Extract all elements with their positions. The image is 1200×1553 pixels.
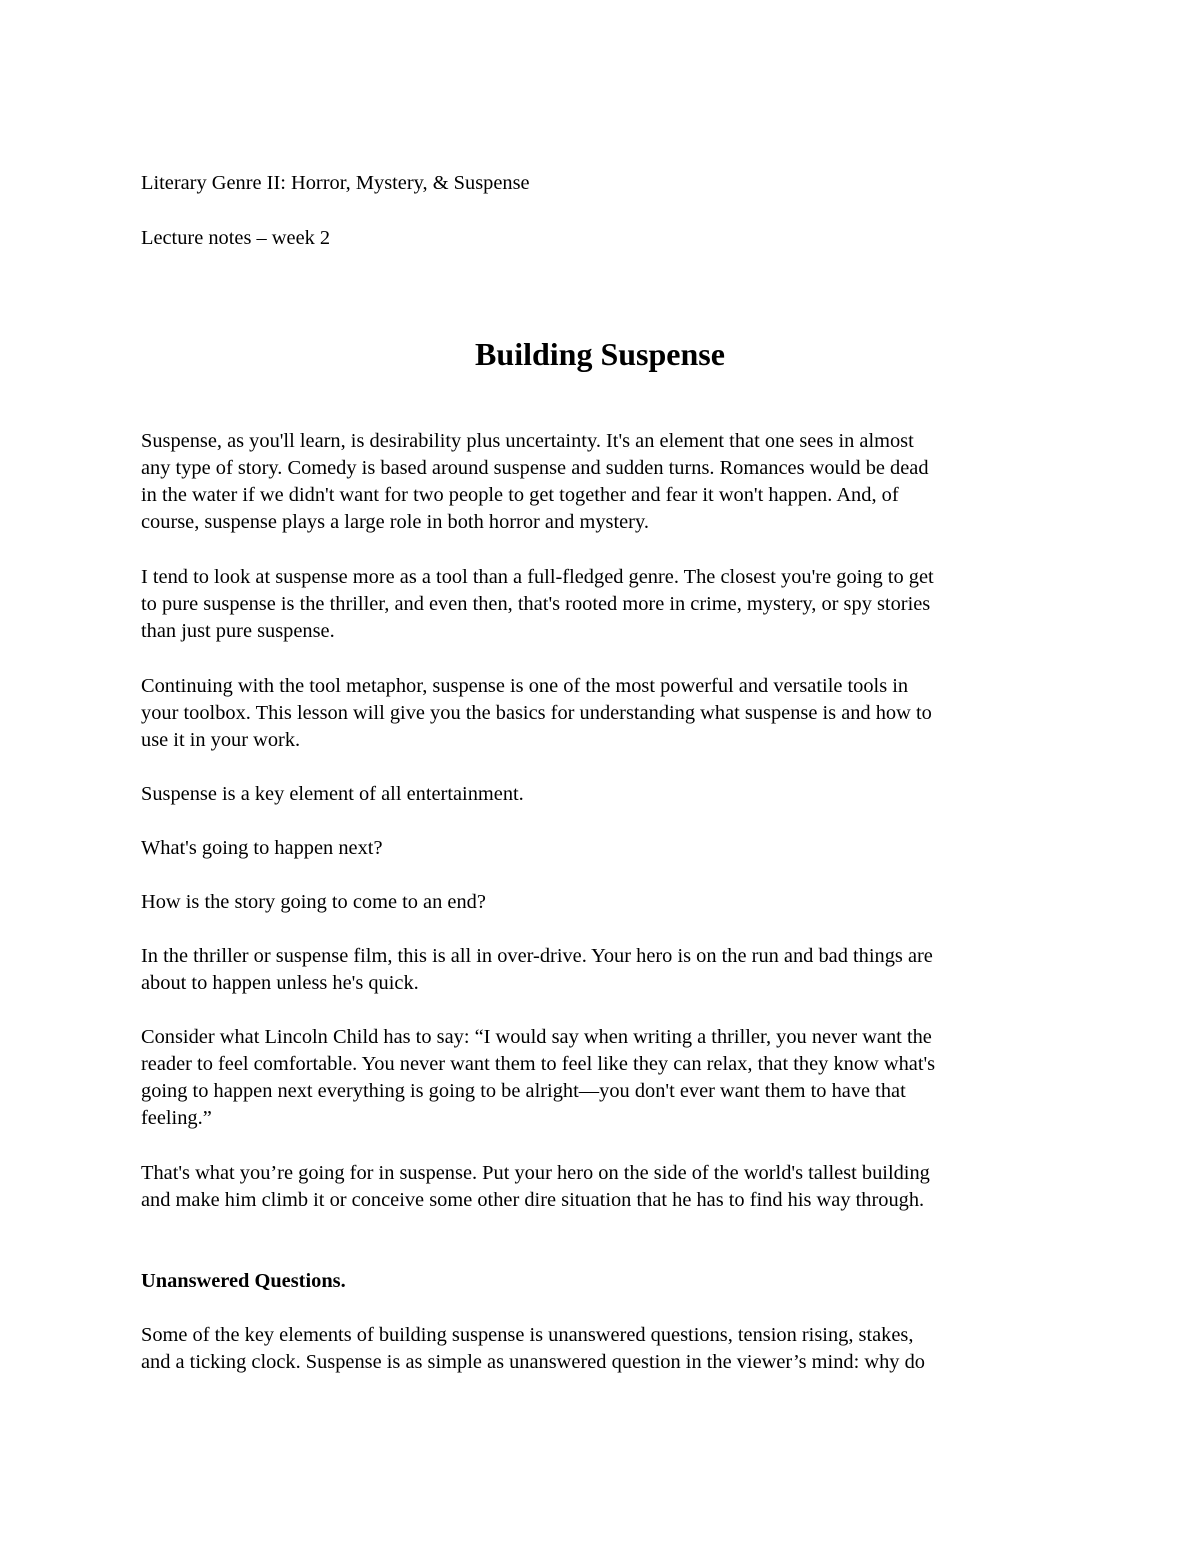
paragraph-9: That's what you’re going for in suspense. Put your hero on the side of the world's tallest building and make him climb it or conceive some other dire situation that he has to find his way through. [141,1162,930,1211]
page-title: Building Suspense [475,336,725,372]
lecture-notes-label: Lecture notes – week 2 [141,227,331,249]
course-title: Literary Genre II: Horror, Mystery, & Suspense [141,172,530,194]
paragraph-1: Suspense, as you'll learn, is desirability plus uncertainty. It's an element that one sees in almost any type of story. Comedy is based around suspense and sudden turns. Romances would be dead in the water if we didn't want for two people to get together and fear it won't happen. And, of course, suspense plays a large role in both horror and mystery. [141,430,929,533]
paragraph-4: Suspense is a key element of all entertainment. [141,783,524,805]
section-paragraph: Some of the key elements of building suspense is unanswered questions, tension rising, stakes, and a ticking clock. Suspense is as simple as unanswered question in the viewer’s mind: why do [141,1324,925,1373]
paragraph-2: I tend to look at suspense more as a tool than a full-fledged genre. The closest you're going to get to pure suspense is the thriller, and even then, that's rooted more in crime, mystery, or spy stories than just pure suspense. [141,566,934,642]
section-heading: Unanswered Questions. [141,1270,346,1292]
paragraph-5: What's going to happen next? [141,837,383,859]
paragraph-8: Consider what Lincoln Child has to say: “I would say when writing a thriller, you never want the reader to feel comfortable. You never want them to feel like they can relax, that they know what's going to happen next everything is going to be alright—you don't ever want them to have that feeling.” [141,1026,936,1129]
paragraph-7: In the thriller or suspense film, this is all in over-drive. Your hero is on the run and bad things are about to happen unless he's quick. [141,945,933,994]
paragraph-6: How is the story going to come to an end? [141,891,486,913]
paragraph-3: Continuing with the tool metaphor, suspense is one of the most powerful and versatile tools in your toolbox. This lesson will give you the basics for understanding what suspense is and how to use it in your work. [141,675,932,751]
